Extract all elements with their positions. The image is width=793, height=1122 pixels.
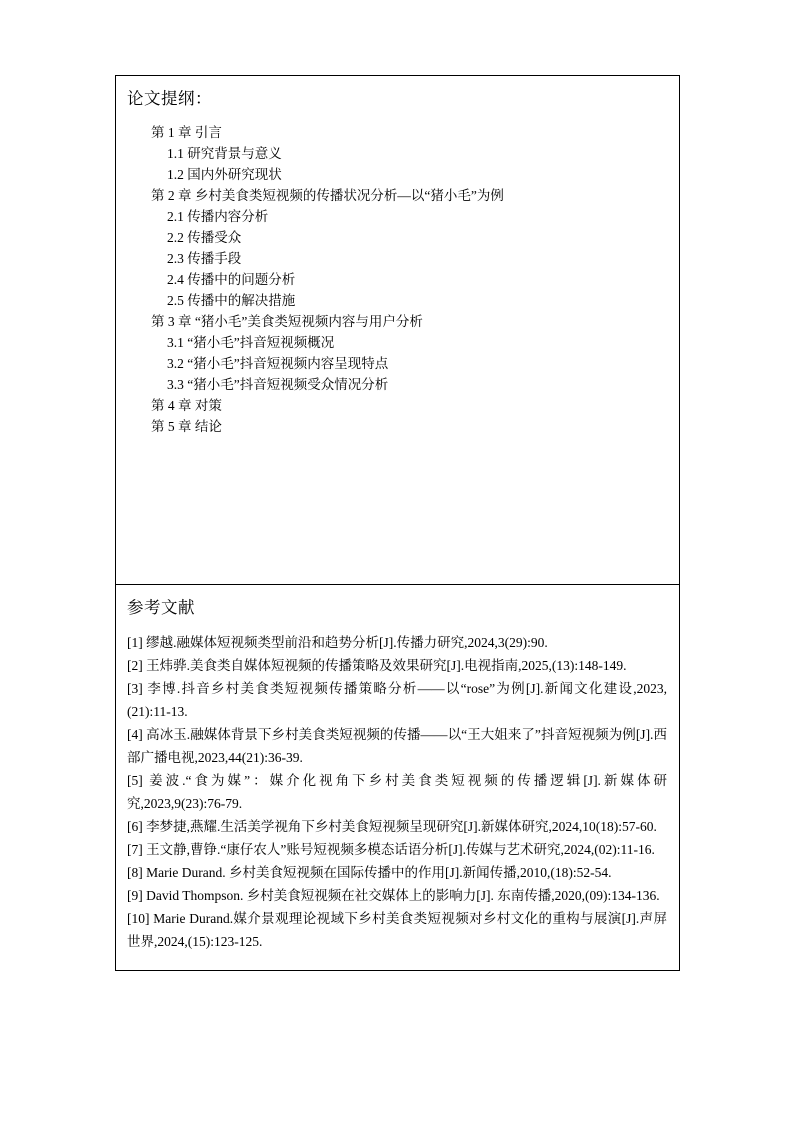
- reference-entry: [1] 缪越.融媒体短视频类型前沿和趋势分析[J].传播力研究,2024,3(29):90.: [127, 635, 548, 650]
- references-title: 参考文献: [127, 598, 195, 617]
- outline-item: 2.2 传播受众: [167, 230, 242, 245]
- reference-entry: [6] 李梦捷,燕耀.生活美学视角下乡村美食短视频呈现研究[J].新媒体研究,2024,10(18):57-60.: [127, 819, 657, 834]
- outline-item: 第 4 章 对策: [151, 398, 222, 413]
- outline-item: 1.2 国内外研究现状: [167, 167, 282, 182]
- outline-item: 2.4 传播中的问题分析: [167, 272, 296, 287]
- reference-list: [127, 631, 667, 953]
- reference-entry: [5] 姜波.“食为媒”：媒介化视角下乡村美食类短视频的传播逻辑[J].新媒体研究,2023,9(23):76-79.: [127, 773, 667, 811]
- document-table: [115, 75, 680, 971]
- reference-entry: [2] 王炜骅.美食类自媒体短视频的传播策略及效果研究[J].电视指南,2025,(13):148-149.: [127, 658, 627, 673]
- outline-list: [127, 122, 667, 437]
- reference-entry: [7] 王文静,曹铮.“康仔农人”账号短视频多模态话语分析[J].传媒与艺术研究,2024,(02):11-16.: [127, 842, 655, 857]
- reference-entry: [9] David Thompson. 乡村美食短视频在社交媒体上的影响力[J]. 东南传播,2020,(09):134-136.: [127, 888, 660, 903]
- outline-item: 2.5 传播中的解决措施: [167, 293, 296, 308]
- references-section: [116, 585, 679, 970]
- outline-item: 2.3 传播手段: [167, 251, 242, 266]
- outline-item: 第 2 章 乡村美食类短视频的传播状况分析—以“猪小毛”为例: [151, 188, 504, 203]
- outline-item: 3.1 “猪小毛”抖音短视频概况: [167, 335, 335, 350]
- outline-item: 3.2 “猪小毛”抖音短视频内容呈现特点: [167, 356, 389, 371]
- reference-entry: [3] 李博.抖音乡村美食类短视频传播策略分析——以“rose”为例[J].新闻文化建设,2023,(21):11-13.: [127, 681, 667, 719]
- outline-item: 第 3 章 “猪小毛”美食类短视频内容与用户分析: [151, 314, 423, 329]
- outline-section: [116, 76, 679, 585]
- outline-item: 3.3 “猪小毛”抖音短视频受众情况分析: [167, 377, 389, 392]
- outline-item: 2.1 传播内容分析: [167, 209, 269, 224]
- outline-item: 第 5 章 结论: [151, 419, 222, 434]
- outline-item: 第 1 章 引言: [151, 125, 222, 140]
- reference-entry: [4] 高冰玉.融媒体背景下乡村美食类短视频的传播——以“王大姐来了”抖音短视频为例[J].西部广播电视,2023,44(21):36-39.: [127, 727, 667, 765]
- outline-item: 1.1 研究背景与意义: [167, 146, 282, 161]
- reference-entry: [10] Marie Durand.媒介景观理论视域下乡村美食类短视频对乡村文化的重构与展演[J].声屏世界,2024,(15):123-125.: [127, 911, 667, 949]
- reference-entry: [8] Marie Durand. 乡村美食短视频在国际传播中的作用[J].新闻传播,2010,(18):52-54.: [127, 865, 612, 880]
- outline-title: 论文提纲：: [127, 89, 212, 108]
